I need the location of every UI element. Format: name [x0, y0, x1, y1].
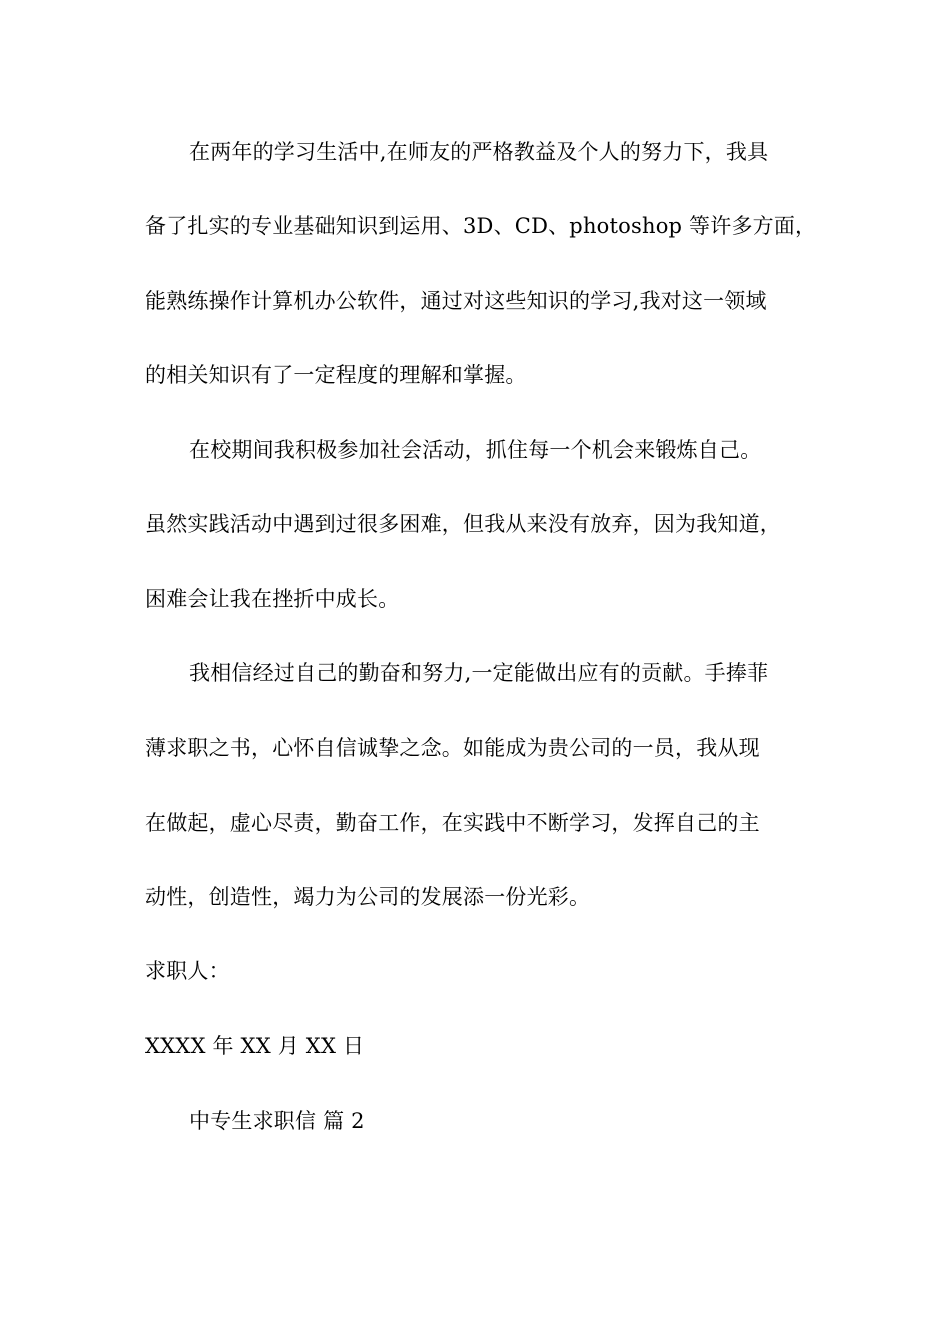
- signature-label: 求职人：: [145, 959, 230, 983]
- paragraph-1-line-2: 备了扎实的专业基础知识到运用、3D、CD、photoshop 等许多方面，: [145, 214, 817, 238]
- paragraph-3-line-1: 我相信经过自己的勤奋和努力,一定能做出应有的贡献。手捧菲: [189, 661, 769, 685]
- paragraph-2-line-3: 困难会让我在挫折中成长。: [145, 587, 400, 611]
- paragraph-1-line-1: 在两年的学习生活中,在师友的严格教益及个人的努力下，我具: [189, 140, 769, 164]
- paragraph-2-line-2: 虽然实践活动中遇到过很多困难，但我从来没有放弃，因为我知道，: [145, 512, 781, 536]
- paragraph-1-line-3: 能熟练操作计算机办公软件，通过对这些知识的学习,我对这一领域: [145, 289, 767, 313]
- paragraph-3-line-4: 动性，创造性，竭力为公司的发展添一份光彩。: [145, 885, 591, 909]
- paragraph-3-line-3: 在做起，虚心尽责，勤奋工作，在实践中不断学习，发挥自己的主: [145, 811, 760, 835]
- letter-date: XXXX 年 XX 月 XX 日: [145, 1034, 365, 1058]
- paragraph-2-line-1: 在校期间我积极参加社会活动，抓住每一个机会来锻炼自己。: [189, 438, 762, 462]
- section-title: 中专生求职信 篇 2: [189, 1109, 365, 1133]
- paragraph-1-line-4: 的相关知识有了一定程度的理解和掌握。: [145, 363, 527, 387]
- paragraph-3-line-2: 薄求职之书，心怀自信诚挚之念。如能成为贵公司的一员，我从现: [145, 736, 760, 760]
